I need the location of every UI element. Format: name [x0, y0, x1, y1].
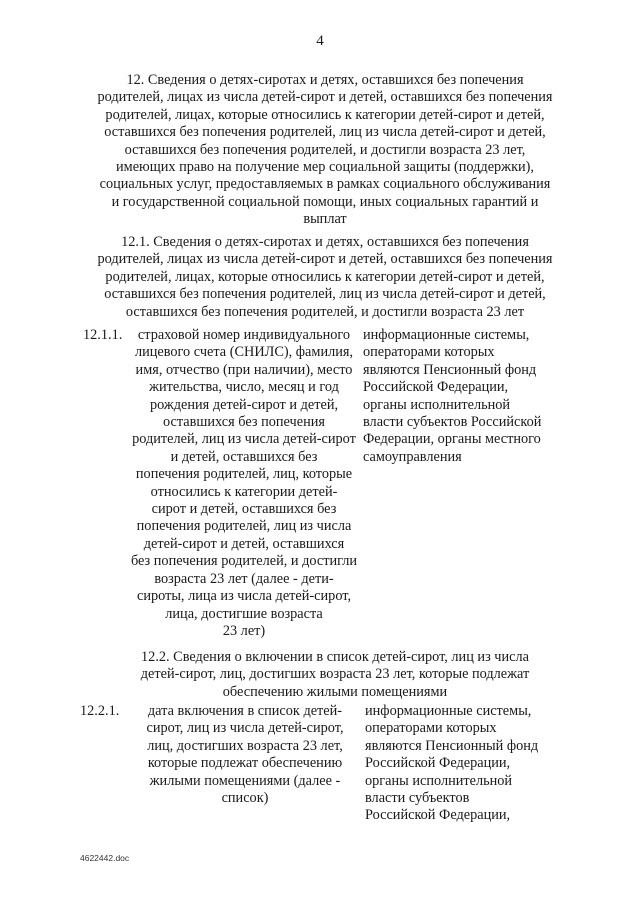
page-number: 4 — [316, 33, 324, 49]
section-12-heading: 12. Сведения о детях-сиротах и детях, оставшихся без попечения родителей, лицах из числа детей-сирот и детей, оставшихся без попечения родителей, лицах, которые относились к категории детей-сирот и детей, оставшихся без попечения родителей, лиц из числа детей-сирот и детей, оставшихся без попечения родителей, и достигли возраста 23 лет, имеющих право на получение мер социальной защиты (поддержки), социальных услуг, предоставляемых в рамках социального обслуживания и государственной социальной помощи, иных социальных гарантий и выплат — [97, 72, 553, 228]
item-description: дата включения в список детей- сирот, лиц из числа детей-сирот, лиц, достигших возраста 23 лет, которые подлежат обеспечению жилыми помещениями (далее - список) — [146, 703, 344, 807]
item-description: страховой номер индивидуального лицевого счета (СНИЛС), фамилия, имя, отчество (при наличии), место жительства, число, месяц и год рождения детей-сирот и детей, оставшихся без попечения родителей, лиц из числа детей-сирот и детей, оставшихся без попечения родителей, лиц, которые относились к категории детей- сирот и детей, оставшихся без попечения родителей, лиц из числа детей-сирот и детей, оставшихся без попечения родителей, и достигли возраста 23 лет (далее - дети- сироты, лица из числа детей-сирот, лица, достигшие возраста 23 лет) — [130, 327, 358, 639]
section-12-2-heading: 12.2. Сведения о включении в список детей-сирот, лиц из числа детей-сирот, лиц, достигших возраста 23 лет, которые подлежат обеспечению жилыми помещениями — [140, 649, 530, 700]
item-number: 12.2.1. — [80, 703, 120, 719]
item-source: информационные системы, операторами которых являются Пенсионный фонд Российской Федерации, органы исполнительной власти субъектов Российской Федерации, органы местного самоуправления — [363, 327, 542, 465]
item-number: 12.1.1. — [83, 327, 123, 343]
section-12-1-heading: 12.1. Сведения о детях-сиротах и детях, оставшихся без попечения родителей, лицах из числа детей-сирот и детей, оставшихся без попечения родителей, лицах, которые относились к категории детей-сирот и детей, оставшихся без попечения родителей, лиц из числа детей-сирот и детей, оставшихся без попечения родителей, и достигли возраста 23 лет — [97, 234, 553, 320]
item-source: информационные системы, операторами которых являются Пенсионный фонд Российской Федерации, органы исполнительной власти субъектов Российской Федерации, — [365, 703, 539, 824]
document-filename: 4622442.doc — [80, 853, 130, 863]
